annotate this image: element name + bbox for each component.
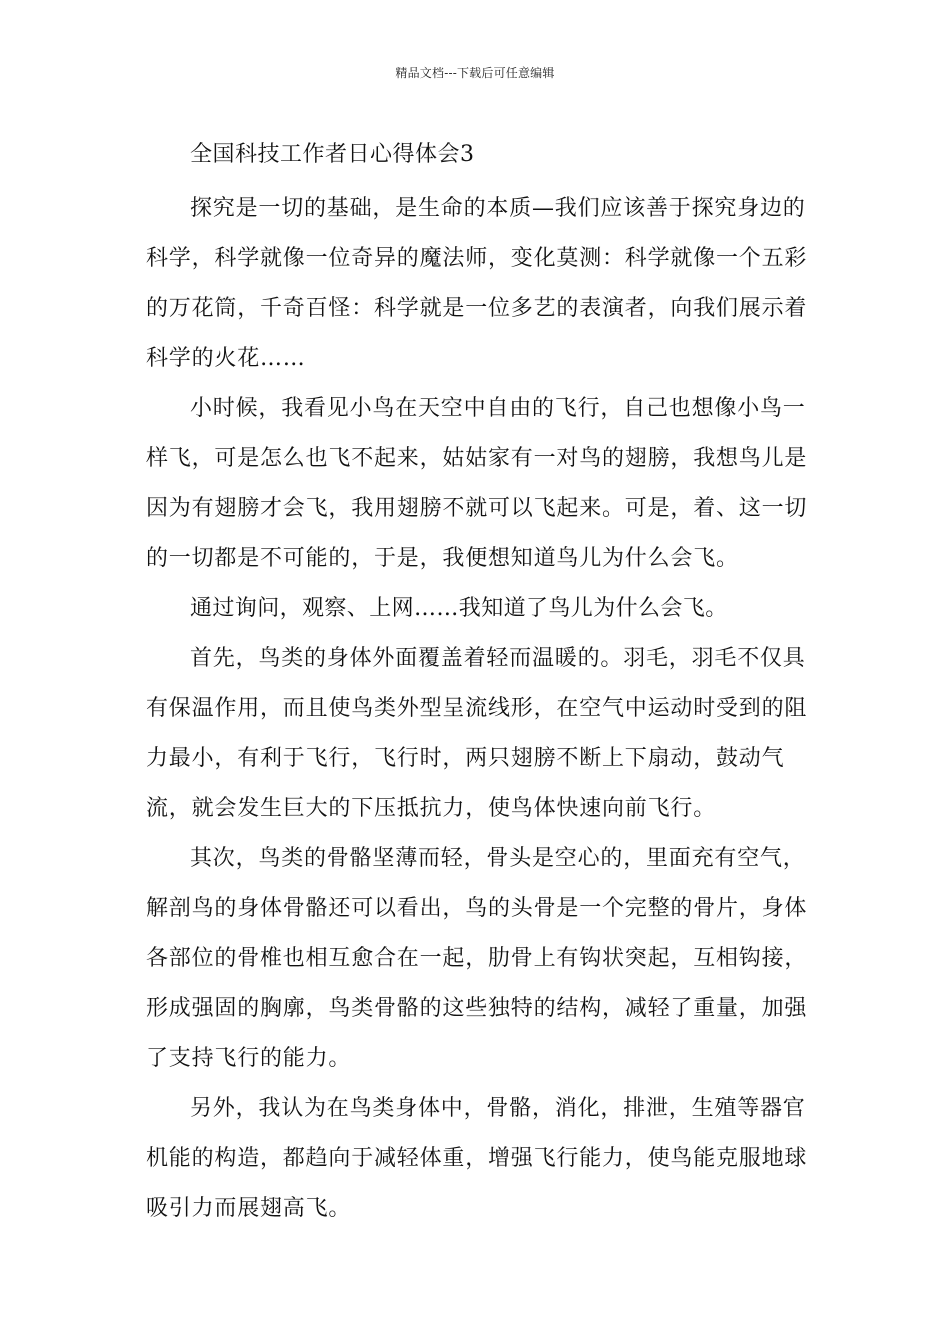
header-note: 精品文档---下载后可任意编辑 — [395, 66, 555, 80]
paragraph-4: 首先，鸟类的身体外面覆盖着轻而温暖的。羽毛，羽毛不仅具有保温作用，而且使鸟类外型呈流线形，在空气中运动时受到的阻力最小，有利于飞行，飞行时，两只翅膀不断上下扇动，鼓动气流，就会发生巨大的下压抵抗力，使鸟体快速向前飞行。 — [146, 646, 808, 821]
paragraph-2: 小时候，我看见小鸟在天空中自由的飞行，自己也想像小鸟一样飞，可是怎么也飞不起来，姑姑家有一对鸟的翅膀，我想鸟儿是因为有翅膀才会飞，我用翅膀不就可以飞起来。可是，着、这一切的一切都是不可能的，于是，我便想知道鸟儿为什么会飞。 — [146, 396, 808, 571]
paragraph-3: 通过询问，观察、上网……我知道了鸟儿为什么会飞。 — [190, 596, 728, 621]
paragraph-6: 另外，我认为在鸟类身体中，骨骼，消化，排泄，生殖等器官机能的构造，都趋向于减轻体重，增强飞行能力，使鸟能克服地球吸引力而展翅高飞。 — [146, 1096, 808, 1221]
paragraph-1: 探究是一切的基础，是生命的本质—我们应该善于探究身边的科学，科学就像一位奇异的魔法师，变化莫测：科学就像一个五彩的万花筒，千奇百怪：科学就是一位多艺的表演者，向我们展示着科学的火花…… — [146, 196, 808, 371]
document-body — [146, 130, 822, 1234]
paragraph-5: 其次，鸟类的骨骼坚薄而轻，骨头是空心的，里面充有空气，解剖鸟的身体骨骼还可以看出，鸟的头骨是一个完整的骨片，身体各部位的骨椎也相互愈合在一起，肋骨上有钩状突起，互相钩接，形成强固的胸廓，鸟类骨骼的这些独特的结构，减轻了重量，加强了支持飞行的能力。 — [146, 846, 808, 1071]
document-title: 全国科技工作者日心得体会3 — [190, 142, 475, 167]
